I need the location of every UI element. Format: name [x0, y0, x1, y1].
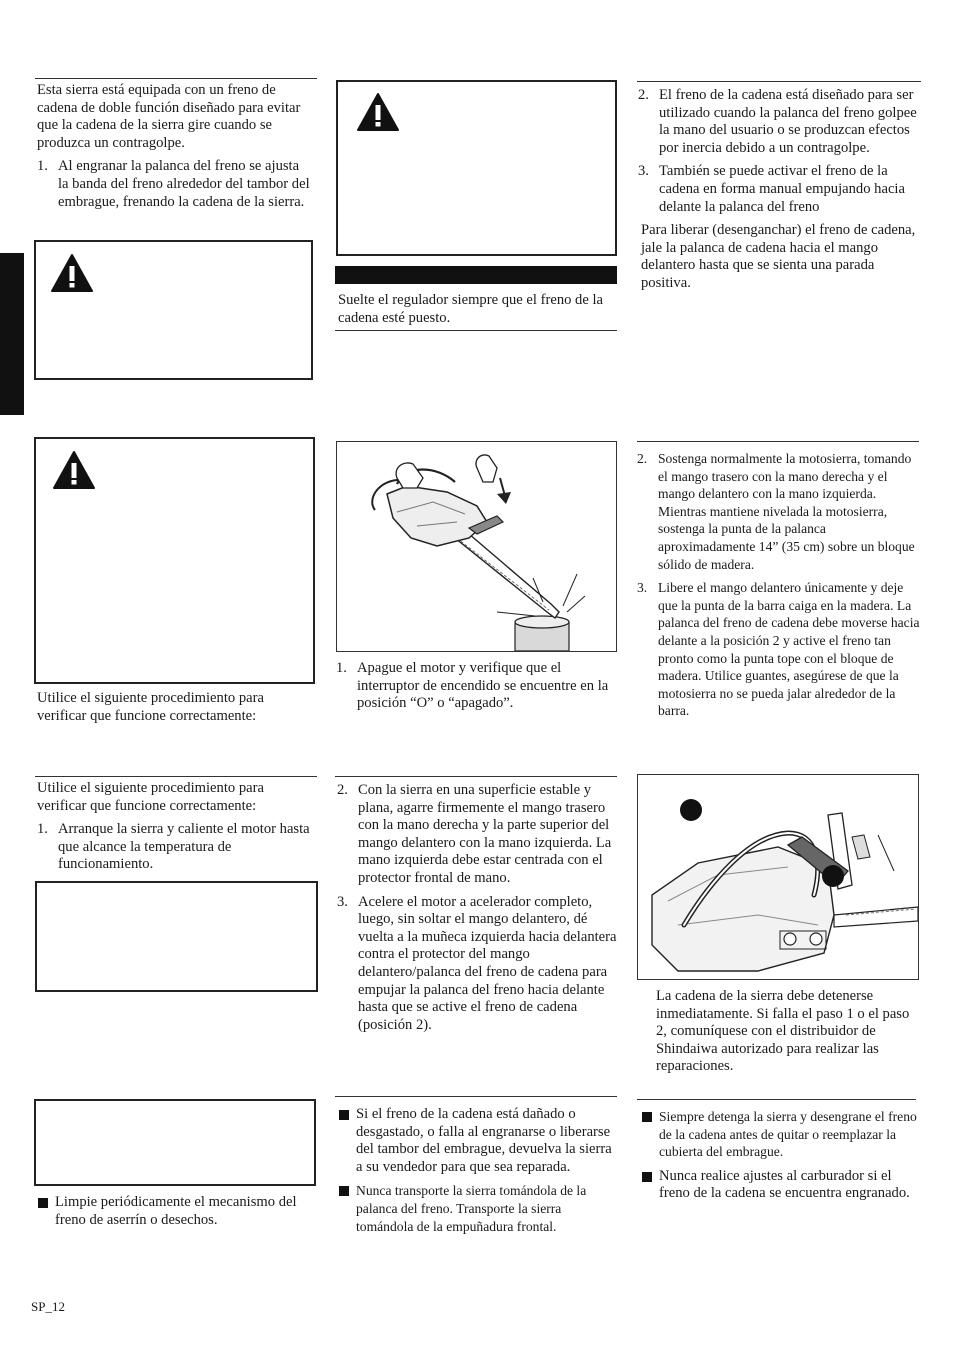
- release-paragraph: Para liberar (desenganchar) el freno de cadena, jale la palanca de cadena hacia el mango delantero hasta que se sienta una parada positiva.: [641, 222, 916, 291]
- warning-triangle-icon: [50, 253, 94, 293]
- col3-mid-text: [637, 450, 920, 720]
- side-tab: [0, 253, 24, 415]
- notice-box: [35, 881, 318, 992]
- chain-brake-test-illustration: [336, 441, 617, 652]
- position-marker-1: [680, 799, 702, 821]
- col2-low-text: [337, 782, 617, 1034]
- list-item: 3. También se puede activar el freno de la cadena en forma manual empujando hacia delante la palanca del freno: [638, 163, 905, 215]
- col3-bot-text: [641, 1108, 917, 1203]
- warning-triangle-icon: [52, 450, 96, 490]
- brake-position-illustration: [637, 774, 919, 980]
- note-header-bar: [335, 266, 617, 284]
- section-rule: [637, 1099, 916, 1100]
- list-item: 1. Al engranar la palanca del freno se ajusta la banda del freno alrededor del tambor del embrague, frenando la cadena de la sierra.: [37, 158, 310, 210]
- bullet-item: Limpie periódicamente el mecanismo del freno de aserrín o desechos.: [37, 1194, 317, 1229]
- col3-low-caption: [656, 988, 920, 1076]
- warning-box: [34, 437, 315, 684]
- col2-bot-text: [338, 1106, 616, 1235]
- note-text: [338, 292, 614, 327]
- list-item: 2. Con la sierra en una superficie estable y plana, agarre firmemente el mango trasero con la mano derecha y la parte superior del mango delantero con la mano izquierda. La mano izquierda debe estar centrada con el protector frontal de mano.: [337, 782, 612, 886]
- chainsaw-drop-test-drawing: [337, 442, 616, 651]
- section-rule: [637, 81, 921, 82]
- warning-box: [34, 240, 313, 380]
- col2-mid-text: [336, 660, 616, 713]
- square-bullet-icon: [339, 1186, 349, 1196]
- bullet-item: Si el freno de la cadena está dañado o desgastado, o falla al engranarse o liberarse del tambor del embrague, devuelva la sierra a su vendedor para que sea reparada.: [338, 1106, 616, 1176]
- position-marker-2: [822, 865, 844, 887]
- procedure-paragraph: Utilice el siguiente procedimiento para verificar que funcione correctamente:: [37, 780, 264, 814]
- section-rule: [335, 776, 617, 777]
- list-item: 3. Libere el mango delantero únicamente y deje que la punta de la barra caiga en la madera. La palanca del freno de cadena debe moverse hacia delante a la posición 2 y active el freno tan pronto como la punta tope con el bloque de madera. Utilice guantes, asegúrese de que la motosierra no se pueda jalar alrededor de la barra.: [637, 580, 920, 719]
- section-rule: [35, 776, 317, 777]
- note-paragraph: Suelte el regulador siempre que el freno de la cadena esté puesto.: [338, 292, 604, 326]
- square-bullet-icon: [339, 1110, 349, 1120]
- list-item: 3. Acelere el motor a acelerador completo, luego, sin soltar el mango delantero, dé vuelta a la muñeca izquierda hacia delantera contra el protector del mango delantero/palanca del freno de cadena para empujar la palanca del freno hacia delante hasta que se active el freno de cadena (posición 2).: [337, 893, 617, 1033]
- square-bullet-icon: [642, 1172, 652, 1182]
- list-item: 1. Arranque la sierra y caliente el motor hasta que alcance la temperatura de funcionamiento.: [37, 821, 310, 873]
- section-rule: [335, 1096, 617, 1097]
- section-rule: [35, 78, 317, 79]
- list-item: 2. Sostenga normalmente la motosierra, tomando el mango trasero con la mano derecha y el mango delantero con la mano izquierda. Mientras mantiene nivelada la motosierra, sostenga la punta de la palanca aproximadamente 14” (35 cm) sobre un bloque sólido de madera.: [637, 451, 915, 572]
- col1-low-text: [37, 780, 315, 874]
- intro-paragraph: Esta sierra está equipada con un freno de cadena de doble función diseñado para evitar que la cadena de la sierra gire cuando se produzca un contragolpe.: [37, 82, 301, 151]
- bullet-item: Nunca realice ajustes al carburador si el freno de la cadena se encuentra engranado.: [641, 1168, 917, 1203]
- notice-box: [34, 1099, 316, 1186]
- list-item: 1. Apague el motor y verifique que el interruptor de encendido se encuentre en la posición “O” o “apagado”.: [336, 660, 609, 712]
- bullet-item: Nunca transporte la sierra tomándola de la palanca del freno. Transporte la sierra tomándola de la empuñadura frontal.: [338, 1182, 616, 1235]
- warning-triangle-icon: [356, 92, 400, 132]
- col1-top-text: [37, 82, 312, 211]
- list-item: 2. El freno de la cadena está diseñado para ser utilizado cuando la palanca del freno golpee la mano del usuario o se produzcan efectos por inercia debido a un contragolpe.: [638, 87, 917, 156]
- square-bullet-icon: [642, 1112, 652, 1122]
- page-number: SP_12: [31, 1299, 65, 1314]
- section-rule: [637, 441, 919, 442]
- col3-top-text: [638, 87, 918, 293]
- section-rule: [335, 330, 617, 331]
- square-bullet-icon: [38, 1198, 48, 1208]
- bullet-item: Siempre detenga la sierra y desengrane el freno de la cadena antes de quitar o reemplazar la cubierta del embrague.: [641, 1108, 917, 1161]
- caption-paragraph: La cadena de la sierra debe detenerse inmediatamente. Si falla el paso 1 o el paso 2, comuníquese con el distribuidor de Shindaiwa autorizado para realizar las reparaciones.: [656, 988, 910, 1075]
- procedure-paragraph: Utilice el siguiente procedimiento para verificar que funcione correctamente:: [37, 690, 264, 724]
- warning-box: [336, 80, 617, 256]
- col1-bot-text: [37, 1194, 317, 1229]
- col1-mid-text: [37, 690, 315, 725]
